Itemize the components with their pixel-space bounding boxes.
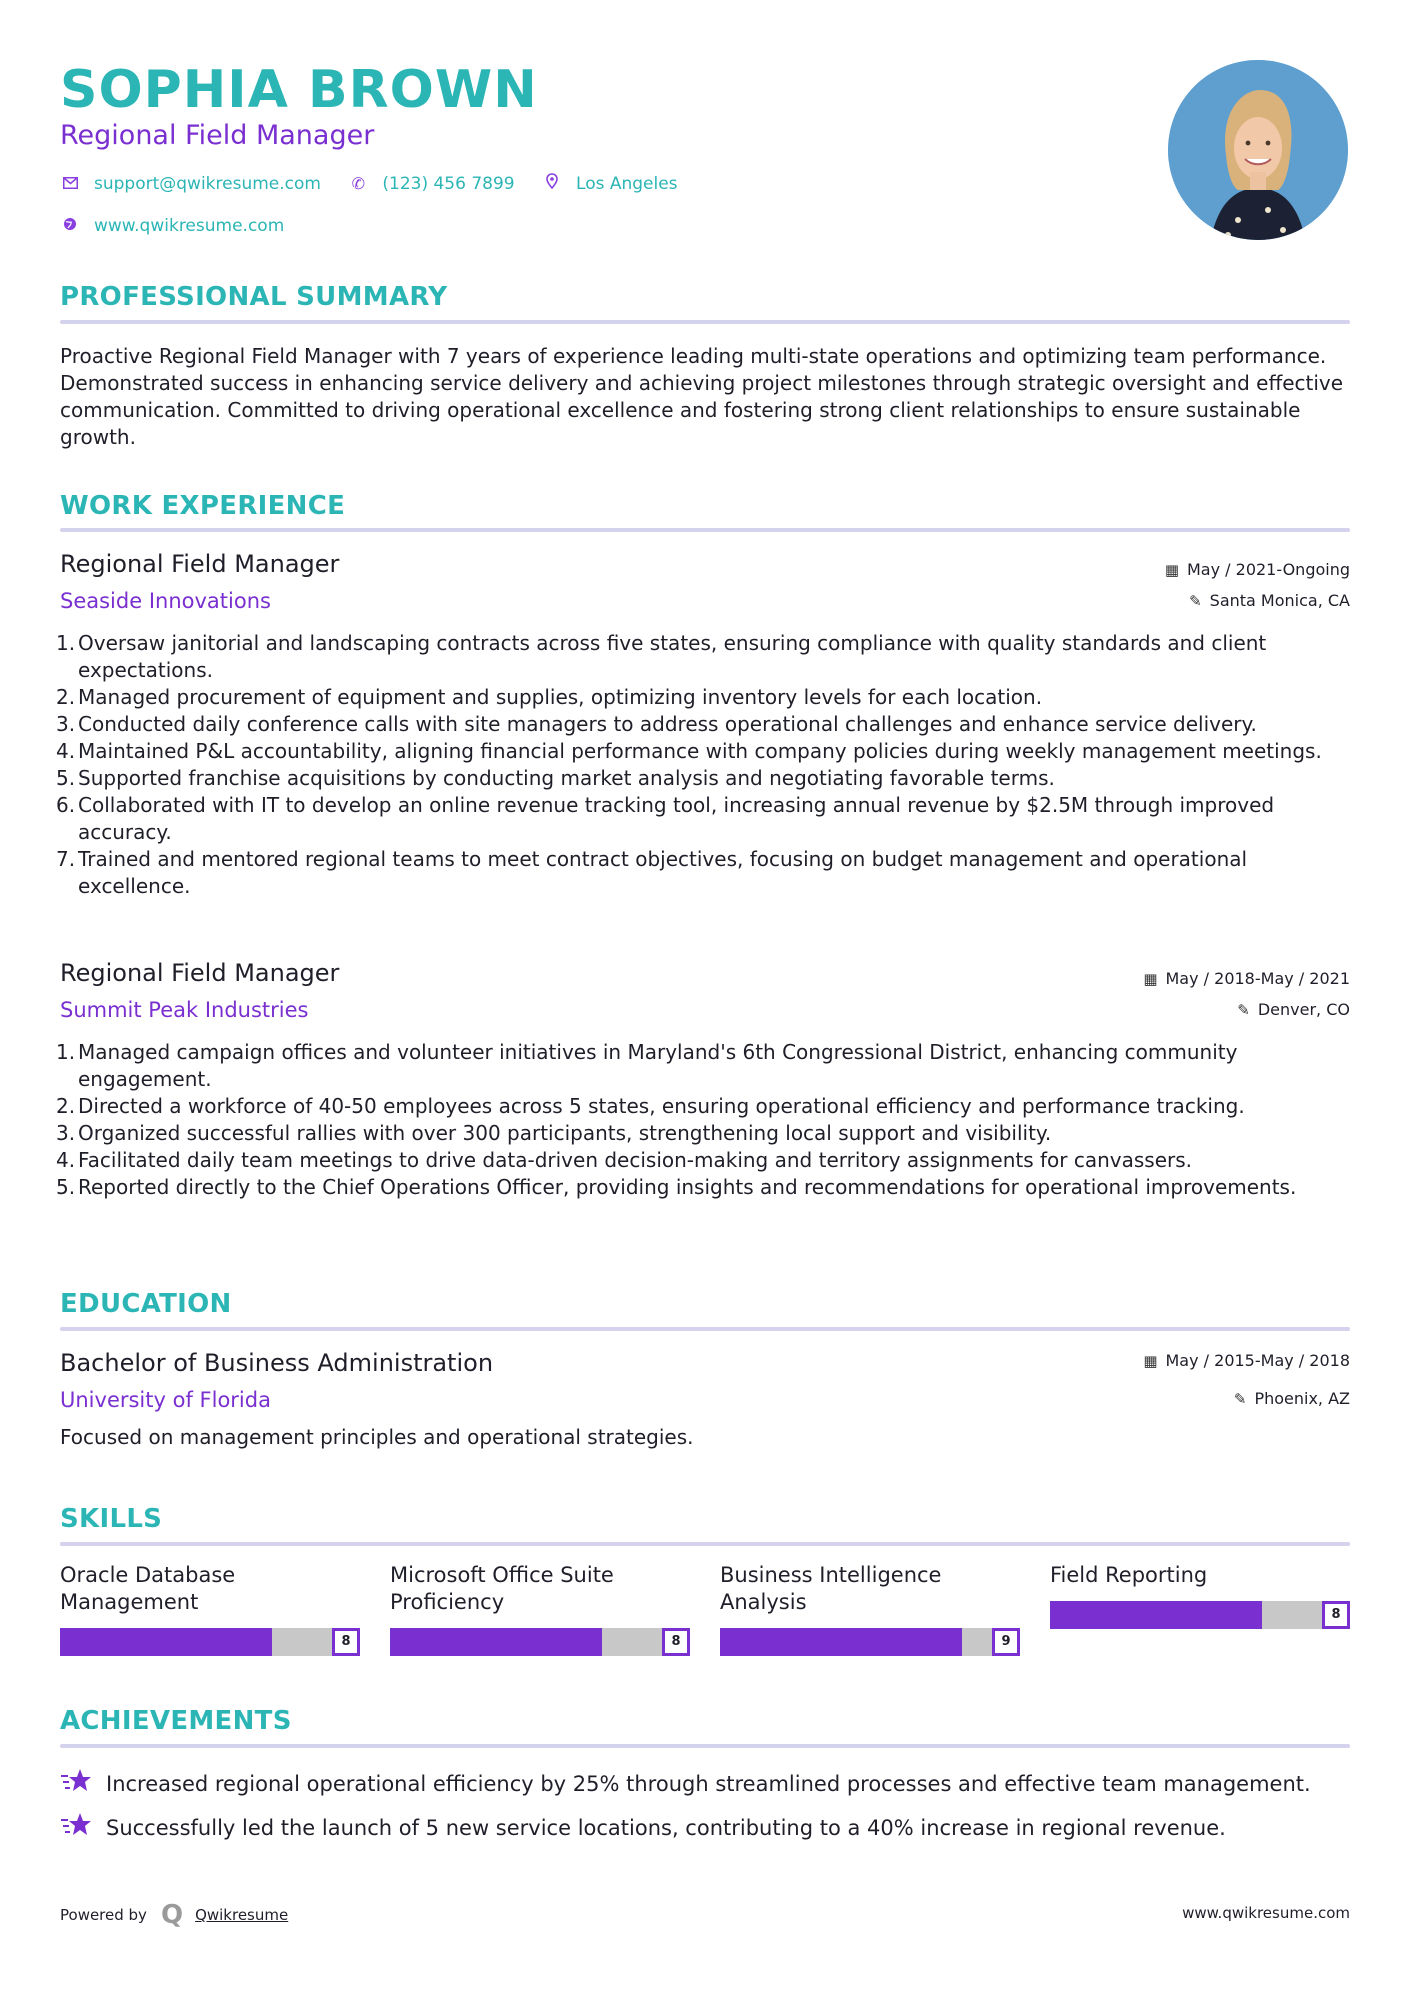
skill-bar-empty (602, 1628, 662, 1656)
list-item: 6. Collaborated with IT to develop an online revenue tracking tool, increasing annual revenue by $2.5M through improved accuracy. (56, 793, 1275, 844)
skills-divider (60, 1542, 1350, 1546)
company-name: Summit Peak Industries (60, 998, 309, 1022)
skill-item (720, 1562, 1020, 1649)
skill-bar-fill (1050, 1601, 1262, 1629)
achievement-item (60, 1768, 1350, 1800)
experience-divider (60, 528, 1350, 532)
skills-heading: SKILLS (60, 1504, 163, 1534)
job-dates (1143, 968, 1350, 990)
location-contact (542, 172, 678, 196)
job-title: Regional Field Manager (60, 550, 340, 578)
star-icon (60, 1812, 94, 1844)
location-text: Los Angeles (576, 174, 678, 194)
calendar-icon: ▦ (1143, 970, 1158, 988)
education-heading: EDUCATION (60, 1289, 232, 1319)
company-name: Seaside Innovations (60, 589, 271, 613)
experience-heading: WORK EXPERIENCE (60, 491, 346, 521)
contact-row (60, 172, 700, 196)
list-item: 5. Reported directly to the Chief Operations Officer, providing insights and recommendations for operational improvements. (56, 1175, 1297, 1199)
star-icon (60, 1768, 94, 1800)
skill-bar (390, 1628, 690, 1656)
pushpin-icon: ✎ (1233, 1390, 1247, 1408)
footer-powered-by (60, 1900, 288, 1930)
education-divider (60, 1327, 1350, 1331)
education-dates-text: May / 2015-May / 2018 (1165, 1351, 1350, 1370)
skill-bar-empty (962, 1628, 992, 1656)
education-location (1234, 1388, 1350, 1410)
job-location-text: Denver, CO (1257, 1000, 1350, 1019)
achievement-text: Successfully led the launch of 5 new service locations, contributing to a 40% increase in regional revenue. (106, 1816, 1226, 1840)
footer-url[interactable]: www.qwikresume.com (1182, 1904, 1350, 1922)
job-location (1189, 590, 1350, 612)
education-location-text: Phoenix, AZ (1254, 1389, 1350, 1408)
skill-bar-empty (1262, 1601, 1322, 1629)
list-item: 3. Conducted daily conference calls with site managers to address operational challenges and enhance service delivery. (56, 712, 1257, 736)
website-row (60, 214, 306, 238)
list-item: 1. Oversaw janitorial and landscaping contracts across five states, ensuring compliance with quality standards and client expectations. (56, 631, 1267, 682)
summary-heading: PROFESSIONAL SUMMARY (60, 282, 448, 312)
achievement-text: Increased regional operational efficiency by 25% through streamlined processes and effective team management. (106, 1772, 1311, 1796)
skill-level-badge: 8 (662, 1628, 690, 1656)
job-location-text: Santa Monica, CA (1209, 591, 1350, 610)
job-dates (1165, 559, 1350, 581)
list-item: 5. Supported franchise acquisitions by conducting market analysis and negotiating favorable terms. (56, 766, 1055, 790)
skill-name: Microsoft Office Suite Proficiency (390, 1563, 614, 1614)
achievement-item (60, 1812, 1350, 1844)
list-item: 4. Maintained P&L accountability, aligning financial performance with company policies during weekly management meetings. (56, 739, 1322, 763)
school-name: University of Florida (60, 1388, 271, 1412)
skill-bar (1050, 1601, 1350, 1629)
globe-icon (60, 214, 80, 238)
phone-text[interactable]: (123) 456 7899 (382, 174, 515, 194)
job-location (1237, 999, 1350, 1021)
website-contact[interactable] (60, 214, 284, 238)
candidate-name: SOPHIA BROWN (60, 60, 538, 120)
list-item: 2. Managed procurement of equipment and supplies, optimizing inventory levels for each location. (56, 685, 1043, 709)
skill-level-badge: 8 (332, 1628, 360, 1656)
phone-contact[interactable] (348, 172, 514, 196)
job-title: Regional Field Manager (60, 959, 340, 987)
pushpin-icon: ✎ (1189, 592, 1202, 610)
skill-level-badge: 9 (992, 1628, 1020, 1656)
skill-bar (720, 1628, 1020, 1656)
map-pin-icon (542, 172, 562, 196)
email-contact[interactable] (60, 172, 321, 196)
job-bullet-list (56, 1039, 1350, 1201)
achievements-heading: ACHIEVEMENTS (60, 1706, 292, 1736)
skill-name: Business Intelligence Analysis (720, 1563, 942, 1614)
skill-bar-fill (390, 1628, 602, 1656)
list-item: 3. Organized successful rallies with over 300 participants, strengthening local support and visibility. (56, 1121, 1052, 1145)
degree-title: Bachelor of Business Administration (60, 1349, 494, 1377)
education-description: Focused on management principles and operational strategies. (60, 1425, 694, 1449)
pushpin-icon: ✎ (1237, 1001, 1250, 1019)
website-text[interactable]: www.qwikresume.com (94, 216, 285, 236)
email-text[interactable]: support@qwikresume.com (94, 174, 321, 194)
job-bullet-list (56, 630, 1350, 900)
brand-link[interactable]: Qwikresume (195, 1906, 289, 1924)
skill-name: Field Reporting (1050, 1563, 1208, 1587)
list-item: 4. Facilitated daily team meetings to drive data-driven decision-making and territory assignments for canvassers. (56, 1148, 1193, 1172)
summary-text: Proactive Regional Field Manager with 7 years of experience leading multi-state operations and optimizing team performance. Demonstrated success in enhancing service delivery and achieving project milestones through strategic oversight and effective communication. Committed to driving operational excellence and fostering strong client relationships to ensure sustainable growth. (60, 344, 1344, 449)
qwikresume-logo-icon: Q (160, 1900, 184, 1930)
achievements-divider (60, 1744, 1350, 1748)
skill-item (60, 1562, 360, 1649)
list-item: 2. Directed a workforce of 40-50 employees across 5 states, ensuring operational efficiency and performance tracking. (56, 1094, 1245, 1118)
list-item: 1. Managed campaign offices and volunteer initiatives in Maryland's 6th Congressional District, enhancing community engagement. (56, 1040, 1238, 1091)
skill-level-badge: 8 (1322, 1601, 1350, 1629)
job-dates-text: May / 2018-May / 2021 (1165, 969, 1350, 988)
skill-name: Oracle Database Management (60, 1563, 236, 1614)
education-dates (1143, 1350, 1350, 1372)
phone-icon: ✆ (351, 174, 366, 193)
list-item: 7. Trained and mentored regional teams to meet contract objectives, focusing on budget management and operational excellence. (56, 847, 1248, 898)
calendar-icon: ▦ (1164, 561, 1179, 579)
envelope-icon (60, 172, 80, 196)
candidate-title: Regional Field Manager (60, 120, 375, 151)
skill-item (390, 1562, 690, 1649)
skill-bar-fill (60, 1628, 272, 1656)
skill-bar-fill (720, 1628, 962, 1656)
profile-photo (1168, 60, 1348, 240)
summary-divider (60, 320, 1350, 324)
job-dates-text: May / 2021-Ongoing (1187, 560, 1350, 579)
skill-item (1050, 1562, 1350, 1622)
powered-by-label: Powered by (60, 1906, 147, 1924)
skill-bar (60, 1628, 360, 1656)
skill-bar-empty (272, 1628, 332, 1656)
calendar-icon: ▦ (1143, 1352, 1158, 1370)
